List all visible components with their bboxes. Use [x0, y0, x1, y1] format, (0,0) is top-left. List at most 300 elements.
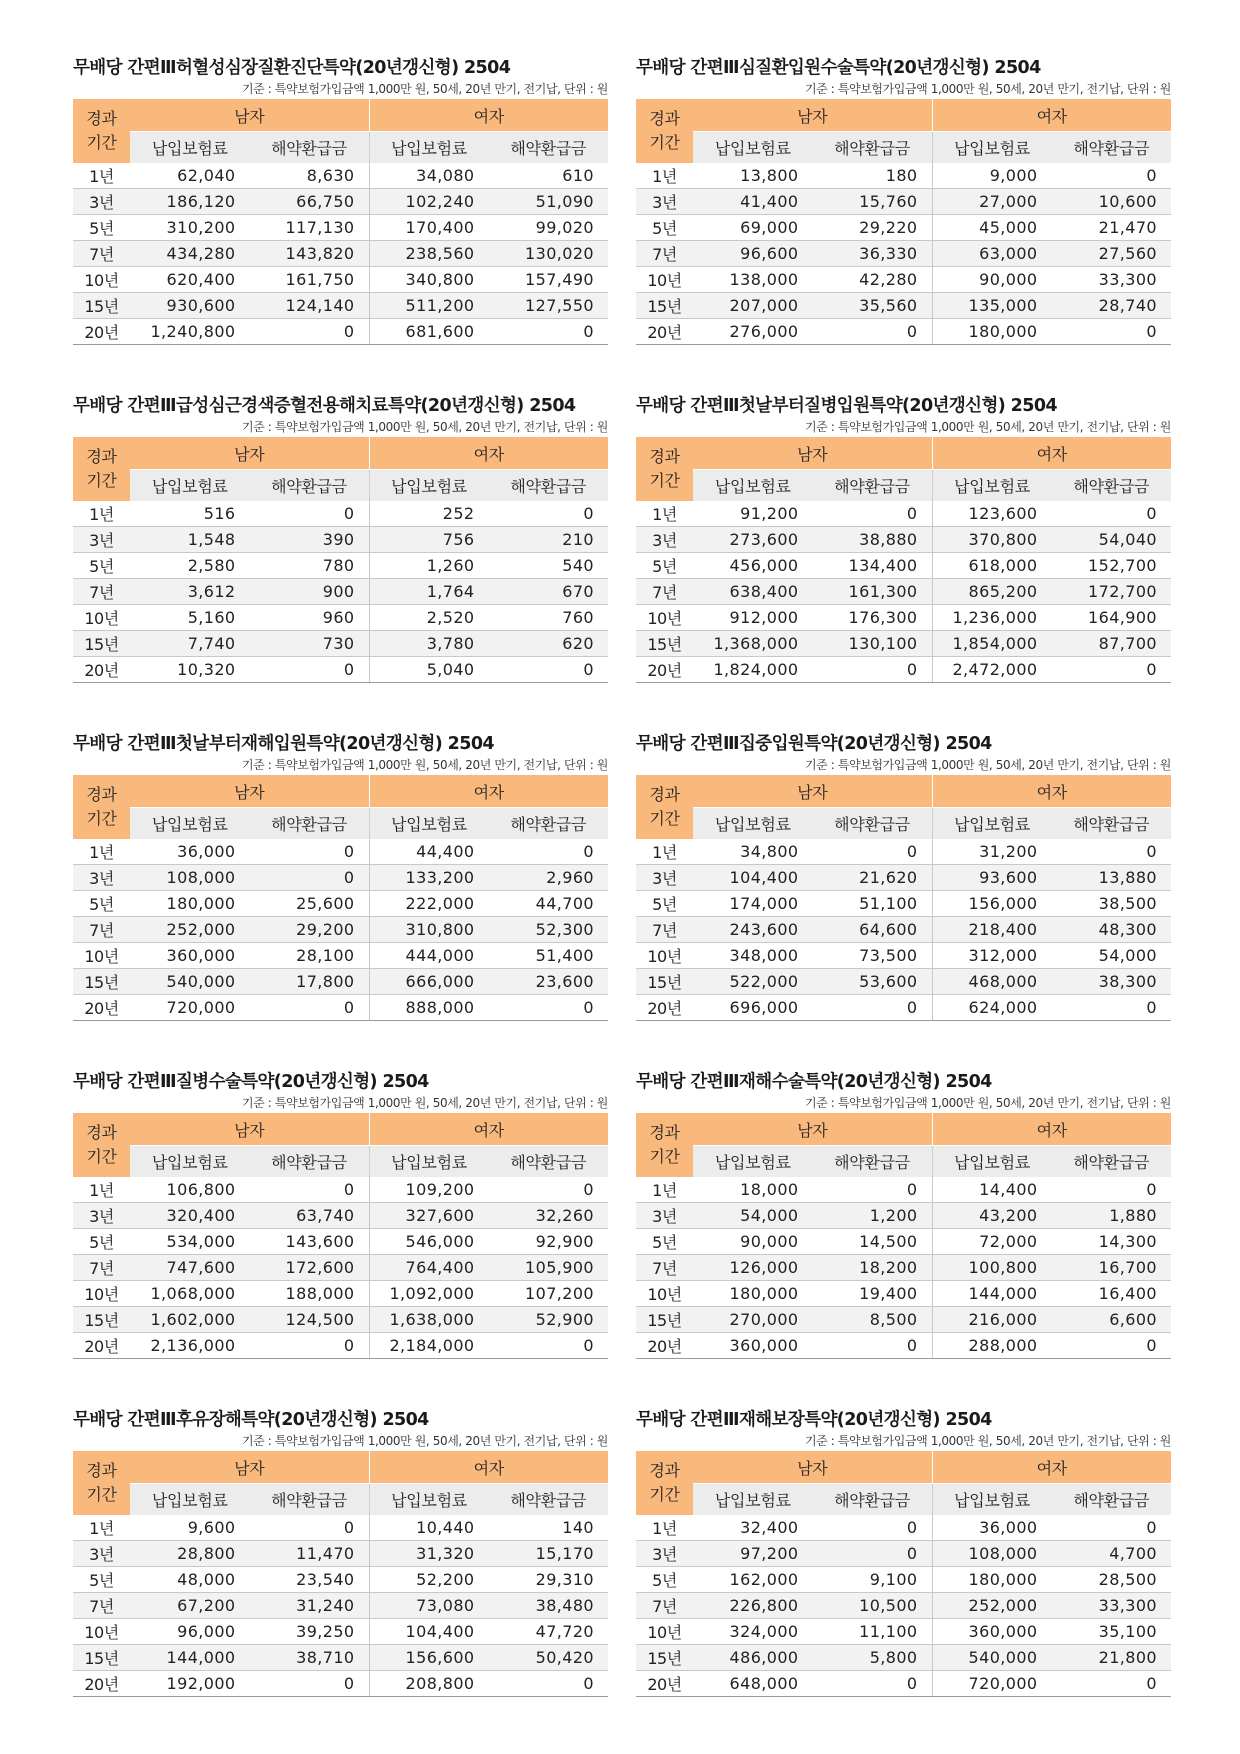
female-refund-cell: 0	[1052, 1515, 1172, 1541]
male-refund-cell: 0	[813, 501, 933, 527]
female-premium-cell: 31,320	[369, 1541, 489, 1567]
surrender-value-table	[73, 1451, 608, 1697]
female-premium-cell: 27,000	[932, 189, 1052, 215]
elapsed-year-cell: 1년	[73, 1177, 130, 1203]
header-female-premium: 납입보험료	[369, 1484, 489, 1516]
elapsed-year-cell: 1년	[636, 1515, 693, 1541]
table-row	[73, 1255, 608, 1281]
female-premium-cell: 888,000	[369, 995, 489, 1021]
surrender-value-table	[636, 1113, 1171, 1359]
header-male-premium: 납입보험료	[693, 470, 813, 502]
header-elapsed-period-line2: 기간	[649, 1485, 680, 1504]
female-refund-cell: 51,400	[489, 943, 609, 969]
male-premium-cell: 138,000	[693, 267, 813, 293]
elapsed-year-cell: 3년	[73, 1541, 130, 1567]
male-refund-cell: 780	[250, 553, 370, 579]
male-premium-cell: 273,600	[693, 527, 813, 553]
elapsed-year-cell: 3년	[636, 1203, 693, 1229]
surrender-value-table-block	[73, 56, 608, 345]
elapsed-year-cell: 3년	[73, 527, 130, 553]
male-premium-cell: 180,000	[693, 1281, 813, 1307]
female-premium-cell: 511,200	[369, 293, 489, 319]
table-row	[636, 657, 1171, 683]
table-row	[73, 891, 608, 917]
table-row	[636, 1541, 1171, 1567]
female-refund-cell: 38,300	[1052, 969, 1172, 995]
table-row	[73, 163, 608, 189]
elapsed-year-cell: 10년	[636, 943, 693, 969]
header-elapsed-period-line2: 기간	[86, 471, 117, 490]
elapsed-year-cell: 7년	[636, 1255, 693, 1281]
male-refund-cell: 0	[250, 839, 370, 865]
male-refund-cell: 31,240	[250, 1593, 370, 1619]
table-row	[636, 1229, 1171, 1255]
header-male: 남자	[693, 775, 932, 808]
table-row	[636, 1281, 1171, 1307]
table-row	[636, 865, 1171, 891]
male-premium-cell: 912,000	[693, 605, 813, 631]
surrender-value-table-block	[73, 394, 608, 683]
elapsed-year-cell: 5년	[73, 553, 130, 579]
table-basis-note: 기준 : 특약보험가입금액 1,000만 원, 50세, 20년 만기, 전기납, 단위 : 원	[241, 420, 608, 434]
male-refund-cell: 143,600	[250, 1229, 370, 1255]
female-refund-cell: 13,880	[1052, 865, 1172, 891]
male-premium-cell: 360,000	[130, 943, 250, 969]
female-refund-cell: 6,600	[1052, 1307, 1172, 1333]
female-refund-cell: 99,020	[489, 215, 609, 241]
surrender-value-table	[636, 99, 1171, 345]
female-premium-cell: 2,184,000	[369, 1333, 489, 1359]
elapsed-year-cell: 5년	[636, 1229, 693, 1255]
header-female: 여자	[369, 437, 608, 470]
male-premium-cell: 41,400	[693, 189, 813, 215]
male-refund-cell: 21,620	[813, 865, 933, 891]
female-premium-cell: 288,000	[932, 1333, 1052, 1359]
male-premium-cell: 434,280	[130, 241, 250, 267]
table-title: 무배당 간편Ⅲ질병수술특약(20년갱신형) 2504	[73, 1072, 429, 1092]
female-refund-cell: 0	[489, 1333, 609, 1359]
female-premium-cell: 216,000	[932, 1307, 1052, 1333]
elapsed-year-cell: 7년	[73, 1593, 130, 1619]
elapsed-year-cell: 5년	[73, 215, 130, 241]
header-female-premium: 납입보험료	[369, 132, 489, 164]
male-refund-cell: 1,200	[813, 1203, 933, 1229]
elapsed-year-cell: 1년	[73, 1515, 130, 1541]
elapsed-year-cell: 7년	[636, 579, 693, 605]
female-refund-cell: 29,310	[489, 1567, 609, 1593]
female-premium-cell: 681,600	[369, 319, 489, 345]
male-refund-cell: 0	[813, 1177, 933, 1203]
male-premium-cell: 96,000	[130, 1619, 250, 1645]
header-female: 여자	[932, 437, 1171, 470]
female-premium-cell: 93,600	[932, 865, 1052, 891]
male-refund-cell: 11,470	[250, 1541, 370, 1567]
female-premium-cell: 1,236,000	[932, 605, 1052, 631]
elapsed-year-cell: 1년	[73, 839, 130, 865]
male-premium-cell: 620,400	[130, 267, 250, 293]
male-refund-cell: 172,600	[250, 1255, 370, 1281]
female-refund-cell: 130,020	[489, 241, 609, 267]
female-refund-cell: 33,300	[1052, 1593, 1172, 1619]
male-refund-cell: 188,000	[250, 1281, 370, 1307]
female-premium-cell: 1,764	[369, 579, 489, 605]
female-refund-cell: 540	[489, 553, 609, 579]
female-premium-cell: 180,000	[932, 1567, 1052, 1593]
male-refund-cell: 0	[813, 1541, 933, 1567]
header-elapsed-period-line1: 경과	[649, 1123, 680, 1142]
female-premium-cell: 72,000	[932, 1229, 1052, 1255]
elapsed-year-cell: 1년	[73, 501, 130, 527]
female-premium-cell: 36,000	[932, 1515, 1052, 1541]
table-row	[73, 215, 608, 241]
elapsed-year-cell: 10년	[636, 605, 693, 631]
header-male-premium: 납입보험료	[130, 470, 250, 502]
header-female: 여자	[932, 775, 1171, 808]
header-female-premium: 납입보험료	[932, 470, 1052, 502]
elapsed-year-cell: 3년	[636, 865, 693, 891]
female-premium-cell: 252	[369, 501, 489, 527]
header-male-premium: 납입보험료	[130, 132, 250, 164]
male-refund-cell: 0	[813, 657, 933, 683]
table-title: 무배당 간편Ⅲ재해수술특약(20년갱신형) 2504	[636, 1072, 992, 1092]
elapsed-year-cell: 7년	[73, 241, 130, 267]
surrender-value-table-block	[73, 732, 608, 1021]
male-premium-cell: 207,000	[693, 293, 813, 319]
female-premium-cell: 52,200	[369, 1567, 489, 1593]
male-premium-cell: 69,000	[693, 215, 813, 241]
header-elapsed-period-line2: 기간	[86, 133, 117, 152]
header-male-refund: 해약환급금	[813, 1146, 933, 1178]
female-premium-cell: 123,600	[932, 501, 1052, 527]
female-refund-cell: 105,900	[489, 1255, 609, 1281]
male-premium-cell: 54,000	[693, 1203, 813, 1229]
female-premium-cell: 327,600	[369, 1203, 489, 1229]
male-refund-cell: 8,500	[813, 1307, 933, 1333]
female-refund-cell: 0	[1052, 657, 1172, 683]
header-male: 남자	[693, 99, 932, 132]
male-premium-cell: 1,368,000	[693, 631, 813, 657]
female-refund-cell: 14,300	[1052, 1229, 1172, 1255]
male-premium-cell: 180,000	[130, 891, 250, 917]
header-male-refund: 해약환급금	[813, 808, 933, 840]
elapsed-year-cell: 10년	[73, 267, 130, 293]
male-premium-cell: 2,580	[130, 553, 250, 579]
female-refund-cell: 54,000	[1052, 943, 1172, 969]
male-refund-cell: 730	[250, 631, 370, 657]
female-premium-cell: 133,200	[369, 865, 489, 891]
header-elapsed-period	[636, 1113, 693, 1177]
female-premium-cell: 10,440	[369, 1515, 489, 1541]
female-refund-cell: 54,040	[1052, 527, 1172, 553]
male-premium-cell: 186,120	[130, 189, 250, 215]
elapsed-year-cell: 10년	[636, 1281, 693, 1307]
male-refund-cell: 124,500	[250, 1307, 370, 1333]
male-premium-cell: 91,200	[693, 501, 813, 527]
surrender-value-table	[73, 437, 608, 683]
male-refund-cell: 0	[813, 1515, 933, 1541]
female-refund-cell: 15,170	[489, 1541, 609, 1567]
female-premium-cell: 312,000	[932, 943, 1052, 969]
male-premium-cell: 5,160	[130, 605, 250, 631]
male-refund-cell: 0	[813, 1333, 933, 1359]
table-title: 무배당 간편Ⅲ후유장해특약(20년갱신형) 2504	[73, 1410, 429, 1430]
table-row	[636, 267, 1171, 293]
header-elapsed-period-line2: 기간	[649, 471, 680, 490]
female-refund-cell: 210	[489, 527, 609, 553]
surrender-value-table-block	[73, 1408, 608, 1697]
elapsed-year-cell: 20년	[73, 657, 130, 683]
header-male: 남자	[693, 437, 932, 470]
table-row	[73, 605, 608, 631]
female-premium-cell: 340,800	[369, 267, 489, 293]
elapsed-year-cell: 3년	[73, 189, 130, 215]
male-refund-cell: 14,500	[813, 1229, 933, 1255]
male-premium-cell: 162,000	[693, 1567, 813, 1593]
header-male-refund: 해약환급금	[250, 1146, 370, 1178]
female-premium-cell: 63,000	[932, 241, 1052, 267]
female-premium-cell: 108,000	[932, 1541, 1052, 1567]
header-female-premium: 납입보험료	[369, 1146, 489, 1178]
header-elapsed-period-line1: 경과	[86, 109, 117, 128]
header-female-refund: 해약환급금	[1052, 1146, 1172, 1178]
table-row	[636, 189, 1171, 215]
table-row	[636, 839, 1171, 865]
male-refund-cell: 15,760	[813, 189, 933, 215]
table-row	[73, 553, 608, 579]
header-elapsed-period-line1: 경과	[86, 1461, 117, 1480]
female-refund-cell: 0	[489, 839, 609, 865]
header-female: 여자	[369, 99, 608, 132]
table-row	[636, 969, 1171, 995]
male-premium-cell: 252,000	[130, 917, 250, 943]
female-refund-cell: 1,880	[1052, 1203, 1172, 1229]
female-refund-cell: 48,300	[1052, 917, 1172, 943]
male-refund-cell: 9,100	[813, 1567, 933, 1593]
header-elapsed-period	[73, 437, 130, 501]
table-row	[636, 605, 1171, 631]
female-refund-cell: 0	[1052, 1177, 1172, 1203]
male-refund-cell: 390	[250, 527, 370, 553]
header-female-refund: 해약환급금	[489, 132, 609, 164]
female-refund-cell: 0	[489, 1671, 609, 1697]
male-premium-cell: 10,320	[130, 657, 250, 683]
table-row	[636, 527, 1171, 553]
elapsed-year-cell: 20년	[73, 1671, 130, 1697]
table-row	[636, 553, 1171, 579]
elapsed-year-cell: 15년	[73, 631, 130, 657]
header-elapsed-period-line2: 기간	[86, 1147, 117, 1166]
male-refund-cell: 66,750	[250, 189, 370, 215]
female-premium-cell: 109,200	[369, 1177, 489, 1203]
header-male-premium: 납입보험료	[693, 808, 813, 840]
male-premium-cell: 534,000	[130, 1229, 250, 1255]
male-refund-cell: 17,800	[250, 969, 370, 995]
male-refund-cell: 900	[250, 579, 370, 605]
elapsed-year-cell: 10년	[636, 1619, 693, 1645]
table-title: 무배당 간편Ⅲ첫날부터재해입원특약(20년갱신형) 2504	[73, 734, 494, 754]
elapsed-year-cell: 15년	[73, 1307, 130, 1333]
male-premium-cell: 28,800	[130, 1541, 250, 1567]
elapsed-year-cell: 7년	[636, 917, 693, 943]
female-refund-cell: 0	[489, 1177, 609, 1203]
female-refund-cell: 620	[489, 631, 609, 657]
male-premium-cell: 18,000	[693, 1177, 813, 1203]
elapsed-year-cell: 15년	[73, 293, 130, 319]
male-premium-cell: 104,400	[693, 865, 813, 891]
elapsed-year-cell: 20년	[636, 657, 693, 683]
elapsed-year-cell: 1년	[636, 1177, 693, 1203]
female-refund-cell: 87,700	[1052, 631, 1172, 657]
elapsed-year-cell: 15년	[636, 631, 693, 657]
male-refund-cell: 8,630	[250, 163, 370, 189]
header-elapsed-period-line2: 기간	[86, 809, 117, 828]
male-refund-cell: 29,200	[250, 917, 370, 943]
header-female-premium: 납입보험료	[932, 808, 1052, 840]
header-elapsed-period-line1: 경과	[86, 1123, 117, 1142]
male-premium-cell: 648,000	[693, 1671, 813, 1697]
male-premium-cell: 1,068,000	[130, 1281, 250, 1307]
header-male: 남자	[130, 1113, 369, 1146]
header-female-premium: 납입보험료	[932, 132, 1052, 164]
male-premium-cell: 930,600	[130, 293, 250, 319]
elapsed-year-cell: 5년	[636, 553, 693, 579]
female-premium-cell: 865,200	[932, 579, 1052, 605]
female-refund-cell: 164,900	[1052, 605, 1172, 631]
male-premium-cell: 270,000	[693, 1307, 813, 1333]
elapsed-year-cell: 1년	[73, 163, 130, 189]
surrender-value-table-block	[636, 1070, 1171, 1359]
female-premium-cell: 540,000	[932, 1645, 1052, 1671]
surrender-value-table	[636, 1451, 1171, 1697]
table-row	[73, 267, 608, 293]
header-elapsed-period-line2: 기간	[649, 1147, 680, 1166]
table-row	[73, 917, 608, 943]
header-elapsed-period	[73, 1113, 130, 1177]
elapsed-year-cell: 5년	[73, 1229, 130, 1255]
male-premium-cell: 67,200	[130, 1593, 250, 1619]
elapsed-year-cell: 20년	[636, 995, 693, 1021]
elapsed-year-cell: 20년	[636, 1333, 693, 1359]
elapsed-year-cell: 7년	[73, 1255, 130, 1281]
table-row	[73, 995, 608, 1021]
male-refund-cell: 0	[813, 319, 933, 345]
female-refund-cell: 0	[1052, 839, 1172, 865]
header-elapsed-period	[636, 775, 693, 839]
female-refund-cell: 47,720	[489, 1619, 609, 1645]
male-premium-cell: 48,000	[130, 1567, 250, 1593]
female-refund-cell: 16,400	[1052, 1281, 1172, 1307]
male-refund-cell: 0	[250, 657, 370, 683]
female-premium-cell: 1,854,000	[932, 631, 1052, 657]
elapsed-year-cell: 5년	[636, 215, 693, 241]
table-row	[73, 1515, 608, 1541]
elapsed-year-cell: 5년	[636, 891, 693, 917]
male-refund-cell: 0	[250, 319, 370, 345]
table-title: 무배당 간편Ⅲ재해보장특약(20년갱신형) 2504	[636, 1410, 992, 1430]
male-premium-cell: 1,602,000	[130, 1307, 250, 1333]
table-basis-note: 기준 : 특약보험가입금액 1,000만 원, 50세, 20년 만기, 전기납, 단위 : 원	[241, 758, 608, 772]
female-refund-cell: 44,700	[489, 891, 609, 917]
table-row	[636, 995, 1171, 1021]
female-refund-cell: 27,560	[1052, 241, 1172, 267]
table-row	[73, 969, 608, 995]
elapsed-year-cell: 7년	[636, 241, 693, 267]
table-row	[636, 943, 1171, 969]
female-refund-cell: 152,700	[1052, 553, 1172, 579]
female-premium-cell: 73,080	[369, 1593, 489, 1619]
female-refund-cell: 0	[1052, 1671, 1172, 1697]
male-refund-cell: 0	[250, 995, 370, 1021]
table-basis-note: 기준 : 특약보험가입금액 1,000만 원, 50세, 20년 만기, 전기납, 단위 : 원	[804, 1434, 1171, 1448]
header-male-premium: 납입보험료	[130, 1146, 250, 1178]
female-premium-cell: 135,000	[932, 293, 1052, 319]
male-refund-cell: 51,100	[813, 891, 933, 917]
header-female: 여자	[932, 99, 1171, 132]
male-refund-cell: 117,130	[250, 215, 370, 241]
table-row	[73, 657, 608, 683]
header-female-premium: 납입보험료	[932, 1146, 1052, 1178]
table-row	[636, 891, 1171, 917]
female-refund-cell: 0	[1052, 163, 1172, 189]
table-row	[636, 1333, 1171, 1359]
elapsed-year-cell: 20년	[73, 319, 130, 345]
female-premium-cell: 252,000	[932, 1593, 1052, 1619]
table-row	[636, 1307, 1171, 1333]
elapsed-year-cell: 15년	[73, 1645, 130, 1671]
female-refund-cell: 157,490	[489, 267, 609, 293]
table-row	[73, 1645, 608, 1671]
table-row	[636, 631, 1171, 657]
table-row	[73, 1229, 608, 1255]
table-basis-note: 기준 : 특약보험가입금액 1,000만 원, 50세, 20년 만기, 전기납, 단위 : 원	[804, 1096, 1171, 1110]
female-premium-cell: 618,000	[932, 553, 1052, 579]
header-female-refund: 해약환급금	[489, 470, 609, 502]
surrender-value-table-block	[636, 732, 1171, 1021]
elapsed-year-cell: 7년	[636, 1593, 693, 1619]
header-female-refund: 해약환급금	[489, 1484, 609, 1516]
female-premium-cell: 44,400	[369, 839, 489, 865]
header-male-refund: 해약환급금	[250, 808, 370, 840]
female-refund-cell: 0	[489, 319, 609, 345]
female-premium-cell: 144,000	[932, 1281, 1052, 1307]
female-refund-cell: 140	[489, 1515, 609, 1541]
male-refund-cell: 124,140	[250, 293, 370, 319]
male-premium-cell: 1,548	[130, 527, 250, 553]
header-female-refund: 해약환급금	[1052, 132, 1172, 164]
female-premium-cell: 2,520	[369, 605, 489, 631]
elapsed-year-cell: 3년	[636, 527, 693, 553]
female-refund-cell: 38,500	[1052, 891, 1172, 917]
female-premium-cell: 156,000	[932, 891, 1052, 917]
male-refund-cell: 134,400	[813, 553, 933, 579]
male-premium-cell: 3,612	[130, 579, 250, 605]
table-title: 무배당 간편Ⅲ첫날부터질병입원특약(20년갱신형) 2504	[636, 396, 1057, 416]
elapsed-year-cell: 5년	[636, 1567, 693, 1593]
male-refund-cell: 161,300	[813, 579, 933, 605]
female-refund-cell: 35,100	[1052, 1619, 1172, 1645]
elapsed-year-cell: 7년	[73, 579, 130, 605]
table-basis-note: 기준 : 특약보험가입금액 1,000만 원, 50세, 20년 만기, 전기납, 단위 : 원	[241, 1434, 608, 1448]
table-row	[73, 1567, 608, 1593]
header-elapsed-period-line1: 경과	[649, 109, 680, 128]
table-row	[636, 1645, 1171, 1671]
male-refund-cell: 28,100	[250, 943, 370, 969]
header-male: 남자	[130, 775, 369, 808]
male-premium-cell: 516	[130, 501, 250, 527]
table-title: 무배당 간편Ⅲ심질환입원수술특약(20년갱신형) 2504	[636, 58, 1041, 78]
male-refund-cell: 0	[250, 1177, 370, 1203]
male-refund-cell: 42,280	[813, 267, 933, 293]
